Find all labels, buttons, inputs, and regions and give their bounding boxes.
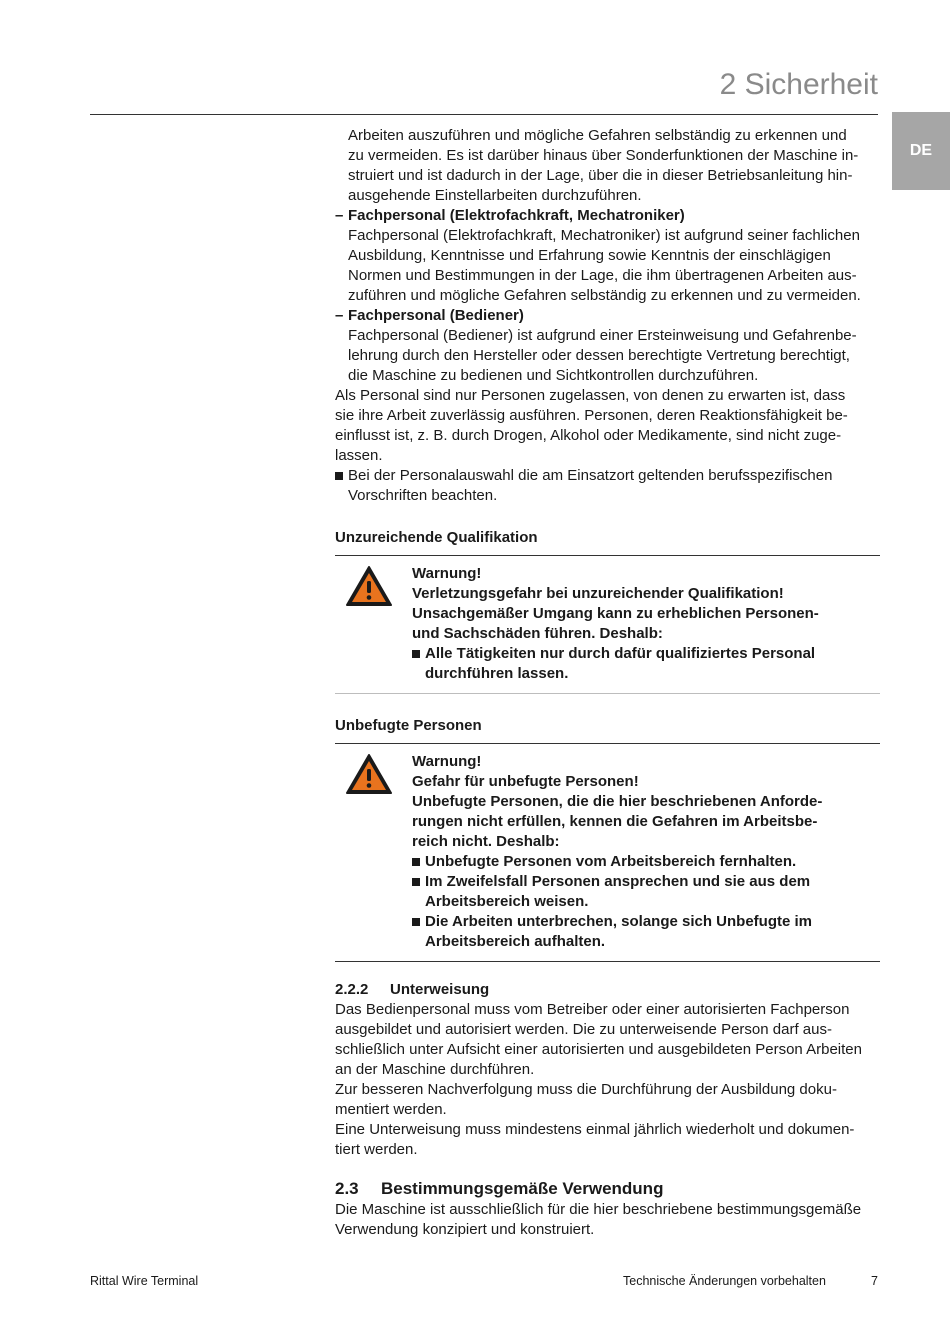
text-line: reich nicht. Deshalb: [412, 833, 560, 850]
text-line: Fachpersonal (Elektrofachkraft, Mechatroniker) ist aufgrund seiner fachlichen [348, 227, 860, 244]
personnel-description [335, 226, 880, 306]
section-heading-2-2-2 [335, 980, 880, 1000]
personnel-item-title [335, 306, 880, 326]
warning-triangle-icon [345, 753, 393, 795]
section-paragraph [335, 1000, 880, 1080]
chapter-title: 2 Sicherheit [719, 68, 878, 101]
text-line: Unsachgemäßer Umgang kann zu erheblichen Personen- [412, 605, 819, 622]
warning-box [335, 555, 880, 694]
text-line: die Maschine zu bedienen und Sichtkontrollen durchzuführen. [348, 367, 759, 384]
text-line: Ausbildung, Kenntnisse und Erfahrung sowie Kenntnis der einschlägigen [348, 247, 831, 264]
footer-notice: Technische Änderungen vorbehalten [623, 1274, 826, 1288]
text-line: an der Maschine durchführen. [335, 1061, 535, 1078]
text-line: Arbeitsbereich aufhalten. [425, 933, 606, 950]
page-number: 7 [871, 1274, 878, 1288]
language-tab: DE [892, 112, 950, 190]
section-number: 2.3 [335, 1179, 359, 1198]
text-line: mentiert werden. [335, 1101, 447, 1118]
text-line: sie ihre Arbeit zuverlässig ausführen. Personen, deren Reaktionsfähigkeit be- [335, 407, 848, 424]
text-line: ausgebildet und autorisiert werden. Die zu unterweisende Person darf aus- [335, 1021, 832, 1038]
personnel-title: Fachpersonal (Elektrofachkraft, Mechatroniker) [348, 207, 685, 224]
text-line: Als Personal sind nur Personen zugelassen, von denen zu erwarten ist, dass [335, 387, 846, 404]
text-line: zu vermeiden. Es ist darüber hinaus über Sonderfunktionen der Maschine in- [348, 147, 859, 164]
bullet-item [335, 466, 880, 506]
section-title: Unterweisung [390, 981, 490, 998]
text-line: Verwendung konzipiert und konstruiert. [335, 1221, 595, 1238]
section-heading-2-3 [335, 1178, 880, 1200]
bullet-item [412, 852, 880, 872]
text-line: Im Zweifelsfall Personen ansprechen und sie aus dem [425, 873, 811, 890]
text-line: Unbefugte Personen vom Arbeitsbereich fernhalten. [425, 853, 797, 870]
text-line: Unbefugte Personen, die die hier beschriebenen Anforde- [412, 793, 823, 810]
personnel-note [335, 386, 880, 466]
text-line: und Sachschäden führen. Deshalb: [412, 625, 663, 642]
section-number: 2.2.2 [335, 981, 369, 998]
section-paragraph [335, 1200, 880, 1240]
text-line: Arbeitsbereich weisen. [425, 893, 589, 910]
text-line: zuführen und mögliche Gefahren selbständig zu erkennen und zu vermeiden. [348, 287, 861, 304]
subheading: Unzureichende Qualifikation [335, 529, 538, 546]
text-line: Vorschriften beachten. [348, 487, 498, 504]
text-line: struiert und ist dadurch in der Lage, über die in dieser Betriebsanleitung hin- [348, 167, 853, 184]
bullet-item [412, 644, 880, 684]
text-line: durchführen lassen. [425, 665, 569, 682]
warning-box [335, 743, 880, 962]
page-content [335, 126, 880, 1240]
text-line: Eine Unterweisung muss mindestens einmal jährlich wiederholt und dokumen- [335, 1121, 855, 1138]
text-line: Die Arbeiten unterbrechen, solange sich Unbefugte im [425, 913, 813, 930]
bullet-item [412, 912, 880, 952]
text-line: schließlich unter Aufsicht einer autorisierten und ausgebildeten Person Arbeiten [335, 1041, 862, 1058]
personnel-description [335, 326, 880, 386]
text-line: Arbeiten auszuführen und mögliche Gefahren selbständig zu erkennen und [348, 127, 847, 144]
subheading: Unbefugte Personen [335, 717, 482, 734]
warning-label: Warnung! [412, 565, 482, 582]
personnel-item-title [335, 206, 880, 226]
warning-title: Gefahr für unbefugte Personen! [412, 773, 639, 790]
section-title: Bestimmungsgemäße Verwendung [381, 1179, 664, 1198]
text-line: Zur besseren Nachverfolgung muss die Durchführung der Ausbildung doku- [335, 1081, 837, 1098]
text-line: Fachpersonal (Bediener) ist aufgrund einer Ersteinweisung und Gefahrenbe- [348, 327, 857, 344]
dash-marker: – [335, 307, 344, 324]
personnel-title: Fachpersonal (Bediener) [348, 307, 524, 324]
text-line: Bei der Personalauswahl die am Einsatzort geltenden berufsspezifischen [348, 467, 833, 484]
text-line: lehrung durch den Hersteller oder dessen berechtigte Vertretung berechtigt, [348, 347, 850, 364]
intro-text [335, 126, 880, 206]
footer-product: Rittal Wire Terminal [90, 1274, 199, 1288]
text-line: einflusst ist, z. B. durch Drogen, Alkohol oder Medikamente, sind nicht zuge- [335, 427, 842, 444]
text-line: Das Bedienpersonal muss vom Betreiber oder einer autorisierten Fachperson [335, 1001, 850, 1018]
section-paragraph [335, 1120, 880, 1160]
text-line: ausgehende Einstellarbeiten durchzuführen. [348, 187, 642, 204]
text-line: rungen nicht erfüllen, kennen die Gefahren im Arbeitsbe- [412, 813, 818, 830]
warning-label: Warnung! [412, 753, 482, 770]
text-line: tiert werden. [335, 1141, 418, 1158]
warning-triangle-icon [345, 565, 393, 607]
text-line: lassen. [335, 447, 383, 464]
bullet-item [412, 872, 880, 912]
text-line: Die Maschine ist ausschließlich für die hier beschriebene bestimmungsgemäße [335, 1201, 862, 1218]
text-line: Alle Tätigkeiten nur durch dafür qualifiziertes Personal [425, 645, 816, 662]
dash-marker: – [335, 207, 344, 224]
text-line: Normen und Bestimmungen in der Lage, die ihm übertragenen Arbeiten aus- [348, 267, 857, 284]
section-paragraph [335, 1080, 880, 1120]
warning-title: Verletzungsgefahr bei unzureichender Qualifikation! [412, 585, 784, 602]
header-rule [90, 114, 878, 115]
